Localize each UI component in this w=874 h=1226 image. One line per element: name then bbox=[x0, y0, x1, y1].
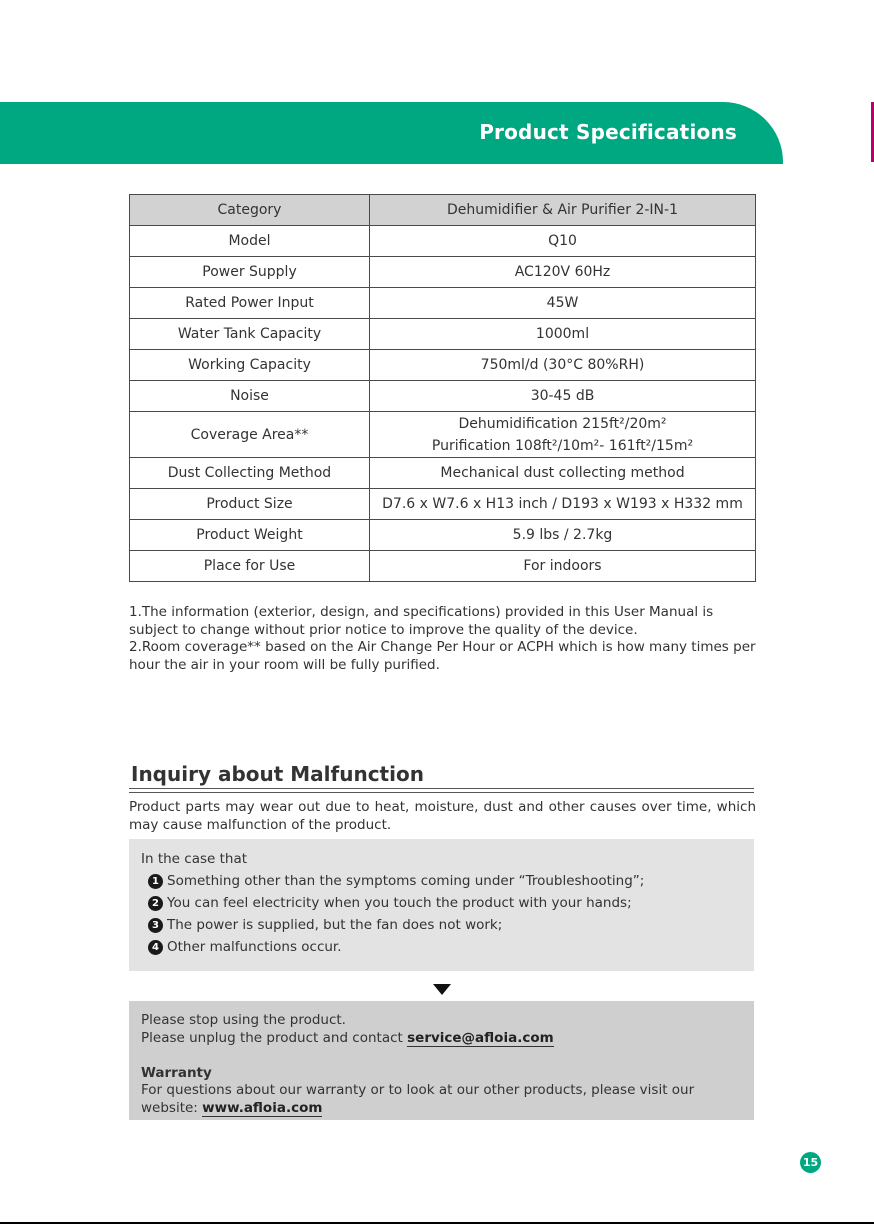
warranty-body: For questions about our warranty or to look at our other products, please visit our website: bbox=[141, 1082, 695, 1116]
table-cell-label: Product Weight bbox=[130, 520, 370, 551]
website-link[interactable]: www.afloia.com bbox=[202, 1099, 323, 1116]
table-row bbox=[130, 319, 756, 350]
table-cell-value: Dehumidifier & Air Purifier 2-IN-1 bbox=[370, 195, 756, 226]
case-list bbox=[141, 870, 742, 958]
list-item bbox=[148, 892, 742, 914]
number-badge-icon: 3 bbox=[148, 918, 163, 933]
table-cell-value: Q10 bbox=[370, 226, 756, 257]
table-row bbox=[130, 257, 756, 288]
number-badge-icon: 1 bbox=[148, 874, 163, 889]
table-cell-label: Noise bbox=[130, 381, 370, 412]
table-row bbox=[130, 288, 756, 319]
table-cell-label: Place for Use bbox=[130, 551, 370, 582]
table-cell-value: 5.9 lbs / 2.7kg bbox=[370, 520, 756, 551]
table-row bbox=[130, 458, 756, 489]
action-stop: Please stop using the product. bbox=[141, 1012, 346, 1028]
page-number-badge: 15 bbox=[800, 1152, 821, 1173]
table-row bbox=[130, 381, 756, 412]
table-cell-label: Model bbox=[130, 226, 370, 257]
number-badge-icon: 4 bbox=[148, 940, 163, 955]
table-row bbox=[130, 226, 756, 257]
table-cell-label: Water Tank Capacity bbox=[130, 319, 370, 350]
table-cell-label: Working Capacity bbox=[130, 350, 370, 381]
action-contact-text: Please unplug the product and contact bbox=[141, 1029, 408, 1046]
table-cell-label: Product Size bbox=[130, 489, 370, 520]
note-item: 2.Room coverage** based on the Air Change Per Hour or ACPH which is how many times per hour the air in your room will be fully purified. bbox=[129, 639, 756, 673]
case-text: Other malfunctions occur. bbox=[167, 939, 342, 955]
table-cell-label: Power Supply bbox=[130, 257, 370, 288]
table-header-row bbox=[130, 195, 756, 226]
table-cell-value bbox=[370, 412, 756, 458]
table-cell-value: D7.6 x W7.6 x H13 inch / D193 x W193 x H332 mm bbox=[370, 489, 756, 520]
list-item bbox=[148, 936, 742, 958]
coverage-line-dehumidification: Dehumidification 215ft²/20m² bbox=[458, 415, 667, 432]
section-title: Inquiry about Malfunction bbox=[131, 762, 424, 786]
section-divider bbox=[129, 788, 754, 793]
table-cell-value: 45W bbox=[370, 288, 756, 319]
note-item: 1.The information (exterior, design, and specifications) provided in this User Manual is subject to change without prior notice to improve the quality of the device. bbox=[129, 604, 714, 638]
coverage-line-purification: Purification 108ft²/10m²- 161ft²/15m² bbox=[431, 437, 694, 454]
list-item bbox=[148, 914, 742, 936]
table-cell-label: Category bbox=[130, 195, 370, 226]
email-link[interactable]: service@afloia.com bbox=[407, 1029, 554, 1046]
warranty-title: Warranty bbox=[141, 1064, 212, 1081]
table-cell-value: Mechanical dust collecting method bbox=[370, 458, 756, 489]
case-text: Something other than the symptoms coming under “Troubleshooting”; bbox=[167, 873, 645, 889]
action-contact bbox=[141, 1030, 742, 1048]
down-arrow-icon bbox=[433, 984, 451, 995]
table-row bbox=[130, 551, 756, 582]
bottom-rule bbox=[0, 1222, 874, 1224]
warranty-text bbox=[141, 1082, 742, 1117]
number-badge-icon: 2 bbox=[148, 896, 163, 911]
table-row-coverage bbox=[130, 412, 756, 458]
table-row bbox=[130, 489, 756, 520]
table-cell-value: 750ml/d (30°C 80%RH) bbox=[370, 350, 756, 381]
spec-notes bbox=[129, 604, 756, 674]
table-cell-label: Dust Collecting Method bbox=[130, 458, 370, 489]
action-box bbox=[129, 1001, 754, 1120]
case-text: You can feel electricity when you touch the product with your hands; bbox=[167, 895, 632, 911]
table-cell-value: AC120V 60Hz bbox=[370, 257, 756, 288]
table-cell-value: 30-45 dB bbox=[370, 381, 756, 412]
header-banner bbox=[0, 102, 783, 164]
page-title: Product Specifications bbox=[479, 120, 737, 144]
table-cell-label: Coverage Area** bbox=[130, 412, 370, 458]
case-text: The power is supplied, but the fan does not work; bbox=[167, 917, 503, 933]
case-intro: In the case that bbox=[141, 851, 248, 867]
inquiry-intro: Product parts may wear out due to heat, moisture, dust and other causes over time, which may cause malfunction of the product. bbox=[129, 799, 756, 833]
table-cell-label: Rated Power Input bbox=[130, 288, 370, 319]
spec-table bbox=[129, 194, 756, 582]
table-cell-value: 1000ml bbox=[370, 319, 756, 350]
list-item bbox=[148, 870, 742, 892]
table-row bbox=[130, 350, 756, 381]
table-row bbox=[130, 520, 756, 551]
spacer bbox=[141, 1047, 742, 1065]
case-box bbox=[129, 839, 754, 971]
table-cell-value: For indoors bbox=[370, 551, 756, 582]
